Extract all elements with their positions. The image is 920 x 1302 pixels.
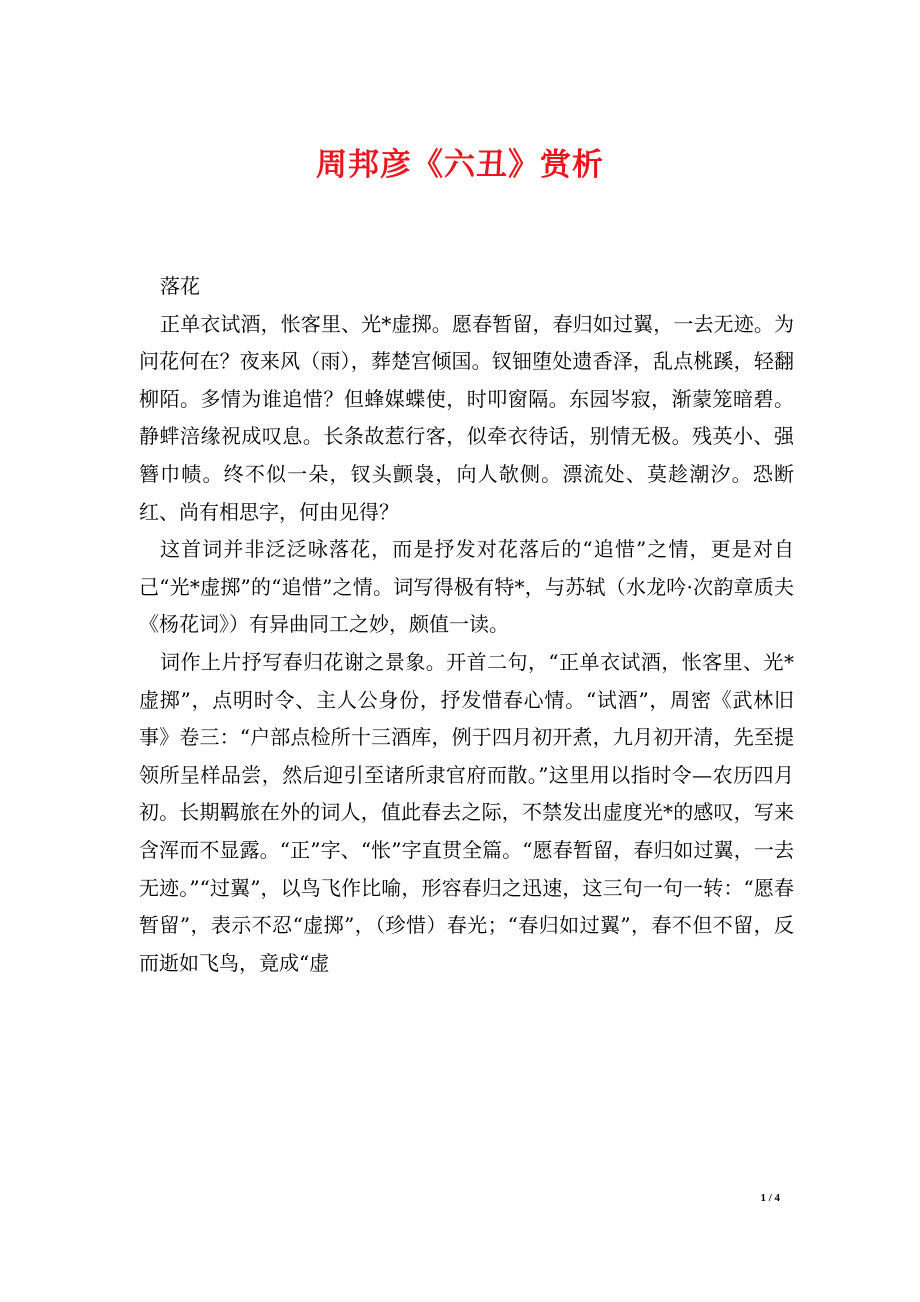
document-body [139, 268, 794, 982]
analysis-paragraph: 词作上片抒写春归花谢之景象。开首二句，“正单衣试酒，怅客里、光*虚掷”，点明时令、主人公身份，抒发惜春心情。“试酒”，周密《武林旧事》卷三：“户部点检所十三酒库，例于四月初开煮，九月初开清，先至提领所呈样品尝，然后迎引至诸所隶官府而散。”这里用以指时令—农历四月初。长期羁旅在外的词人，值此春去之际，不禁发出虚度光*的感叹，写来含浑而不显露。“正”字、“怅”字直贯全篇。“愿春暂留，春归如过翼，一去无迹。”“过翼”，以鸟飞作比喻，形容春归之迅速，这三句一句一转：“愿春暂留”，表示不忍“虚掷”，（珍惜）春光；“春归如过翼”，春不但不留，反而逝如飞鸟，竟成“虚 [139, 649, 794, 975]
poem-paragraph: 正单衣试酒，怅客里、光*虚掷。愿春暂留，春归如过翼，一去无迹。为问花何在？夜来风（雨），葬楚宫倾国。钗钿堕处遗香泽，乱点桃蹊，轻翻柳陌。多情为谁追惜？但蜂媒蝶使，时叩窗隔。东园岑寂，渐蒙笼暗碧。静蝆涪缘祝成叹息。长条故惹行客，似牵衣待话，别情无极。残英小、强簪巾帻。终不似一朵，钗头颤袅，向人欹侧。漂流处、莫趁潮汐。恐断红、尚有相思字，何由见得？ [139, 311, 794, 524]
intro-paragraph: 这首词并非泛泛咏落花，而是抒发对花落后的“追惜”之情，更是对自己“光*虚掷”的“追惜”之情。词写得极有特*，与苏轼（水龙吟·次韵章质夫《杨花词》）有异曲同工之妙，颇值一读。 [139, 537, 794, 637]
page-number: 1 / 4 [760, 1192, 780, 1204]
section-heading: 落花 [160, 274, 200, 298]
document-title: 周邦彦《六丑》赏析 [316, 147, 604, 183]
